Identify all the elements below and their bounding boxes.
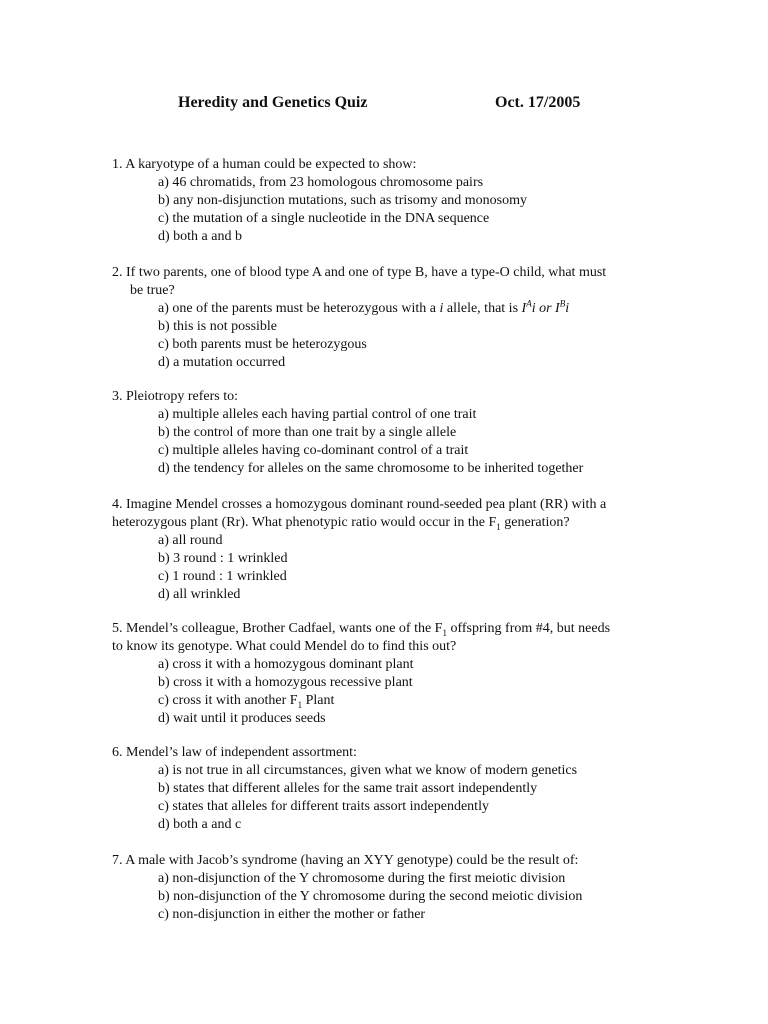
- answer-option: a) one of the parents must be heterozygous with a i allele, that is $I^Ai$ or $I^Bi$: [158, 298, 570, 316]
- question-stem-continued: be true?: [130, 283, 175, 298]
- answer-option: c) multiple alleles having co-dominant control of a trait: [158, 443, 469, 458]
- answer-option: a) all round: [158, 533, 223, 548]
- question-3: [112, 388, 672, 478]
- answer-option: d) both a and c: [158, 817, 242, 832]
- answer-option: d) both a and b: [158, 229, 242, 244]
- answer-option: c) the mutation of a single nucleotide in the DNA sequence: [158, 211, 490, 226]
- question-stem: 2. If two parents, one of blood type A and one of type B, have a type-O child, what must: [112, 265, 607, 280]
- question-1: [112, 156, 672, 246]
- question-stem: 1. A karyotype of a human could be expected to show:: [112, 157, 417, 172]
- question-stem-continued: heterozygous plant (Rr). What phenotypic ratio would occur in the $F_1$ generation?: [112, 515, 570, 532]
- question-4: [112, 496, 672, 604]
- question-stem: 7. A male with Jacob’s syndrome (having an XYY genotype) could be the result of:: [112, 853, 579, 868]
- answer-option: d) the tendency for alleles on the same chromosome to be inherited together: [158, 461, 584, 476]
- answer-option: d) all wrinkled: [158, 587, 241, 602]
- answer-option: b) any non-disjunction mutations, such as trisomy and monosomy: [158, 193, 528, 208]
- answer-option: c) states that alleles for different traits assort independently: [158, 799, 489, 814]
- answer-option: b) the control of more than one trait by a single allele: [158, 425, 457, 440]
- answer-option: c) 1 round : 1 wrinkled: [158, 569, 287, 584]
- question-stem-continued: to know its genotype. What could Mendel do to find this out?: [112, 639, 457, 654]
- answer-option: a) non-disjunction of the Y chromosome during the first meiotic division: [158, 871, 566, 886]
- answer-option: b) this is not possible: [158, 319, 278, 334]
- answer-option: c) cross it with another $F_1$ Plant: [158, 693, 335, 710]
- question-stem: 4. Imagine Mendel crosses a homozygous dominant round-seeded pea plant (RR) with a: [112, 497, 607, 512]
- question-stem: 5. Mendel’s colleague, Brother Cadfael, wants one of the $F_1$ offspring from #4, but needs: [112, 621, 611, 638]
- answer-option: c) non-disjunction in either the mother or father: [158, 907, 426, 922]
- answer-option: a) is not true in all circumstances, given what we know of modern genetics: [158, 763, 578, 778]
- question-5: [112, 620, 672, 728]
- answer-option: a) multiple alleles each having partial control of one trait: [158, 407, 477, 422]
- question-7: [112, 852, 672, 924]
- quiz-date: Oct. 17/2005: [495, 94, 581, 111]
- question-2: [112, 264, 672, 372]
- answer-option: c) both parents must be heterozygous: [158, 337, 367, 352]
- question-stem: 3. Pleiotropy refers to:: [112, 389, 238, 404]
- answer-option: b) 3 round : 1 wrinkled: [158, 551, 288, 566]
- quiz-title: Heredity and Genetics Quiz: [178, 94, 368, 111]
- answer-option: b) cross it with a homozygous recessive plant: [158, 675, 413, 690]
- answer-option: d) wait until it produces seeds: [158, 711, 326, 726]
- answer-option: a) 46 chromatids, from 23 homologous chromosome pairs: [158, 175, 484, 190]
- answer-option: a) cross it with a homozygous dominant plant: [158, 657, 414, 672]
- answer-option: b) states that different alleles for the same trait assort independently: [158, 781, 538, 796]
- answer-option: d) a mutation occurred: [158, 355, 286, 370]
- answer-option: b) non-disjunction of the Y chromosome during the second meiotic division: [158, 889, 583, 904]
- question-6: [112, 744, 672, 834]
- question-stem: 6. Mendel’s law of independent assortment:: [112, 745, 357, 760]
